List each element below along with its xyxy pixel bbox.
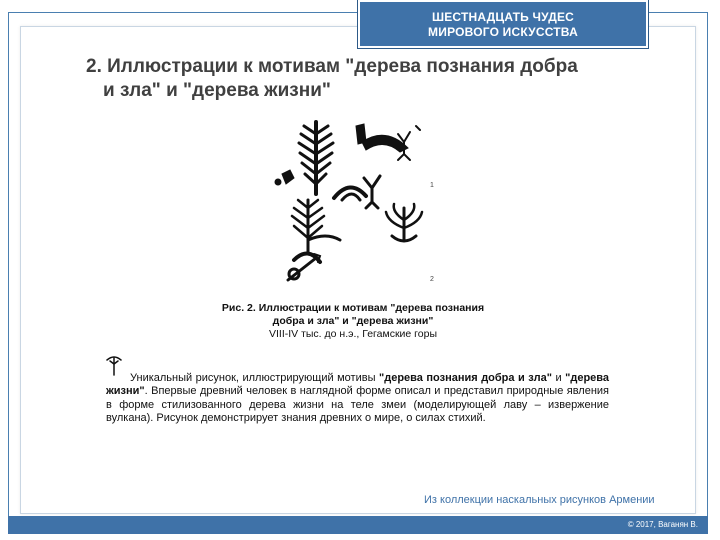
- petroglyph-image: [268, 112, 448, 292]
- caption-date: VIII-IV тыс. до н.э., Гегамские горы: [268, 328, 437, 340]
- description-part-3: . Впервые древний человек в наглядной форме описал и представил природные явления в форме стилизованного дерева жизни на теле змеи (моделирующей лаву – извержение вулкана). Рисунок демонстрирует знания древних о мире, о силах стихий.: [106, 385, 609, 425]
- description-part-2: и: [551, 372, 566, 384]
- source-note: Из коллекции наскальных рисунков Армении: [424, 494, 655, 506]
- header-banner: [358, 0, 648, 48]
- footer-bar: [8, 516, 708, 534]
- description-bold-2: "дерева жизни": [106, 372, 610, 398]
- description-text: [106, 372, 609, 426]
- figure-marker-2: 2: [430, 276, 434, 283]
- title-line-2: и зла" и "дерева жизни": [103, 80, 331, 101]
- title-line-1: 2. Иллюстрации к мотивам "дерева познания добра: [86, 56, 578, 77]
- slide-title: [86, 55, 646, 103]
- figure-caption: [218, 302, 488, 341]
- figure-marker-1: 1: [430, 182, 434, 189]
- caption-title: Рис. 2. Иллюстрации к мотивам "дерева познания добра и зла" и "дерева жизни": [221, 302, 485, 327]
- header-line-1: ШЕСТНАДЦАТЬ ЧУДЕС: [431, 10, 575, 24]
- description-part-1: Уникальный рисунок, иллюстрирующий мотивы: [130, 372, 380, 384]
- header-line-2: МИРОВОГО ИСКУССТВА: [428, 25, 578, 39]
- copyright-text: © 2017, Ваганян В.: [627, 520, 698, 529]
- description-bold-1: "дерева познания добра и зла": [379, 372, 552, 384]
